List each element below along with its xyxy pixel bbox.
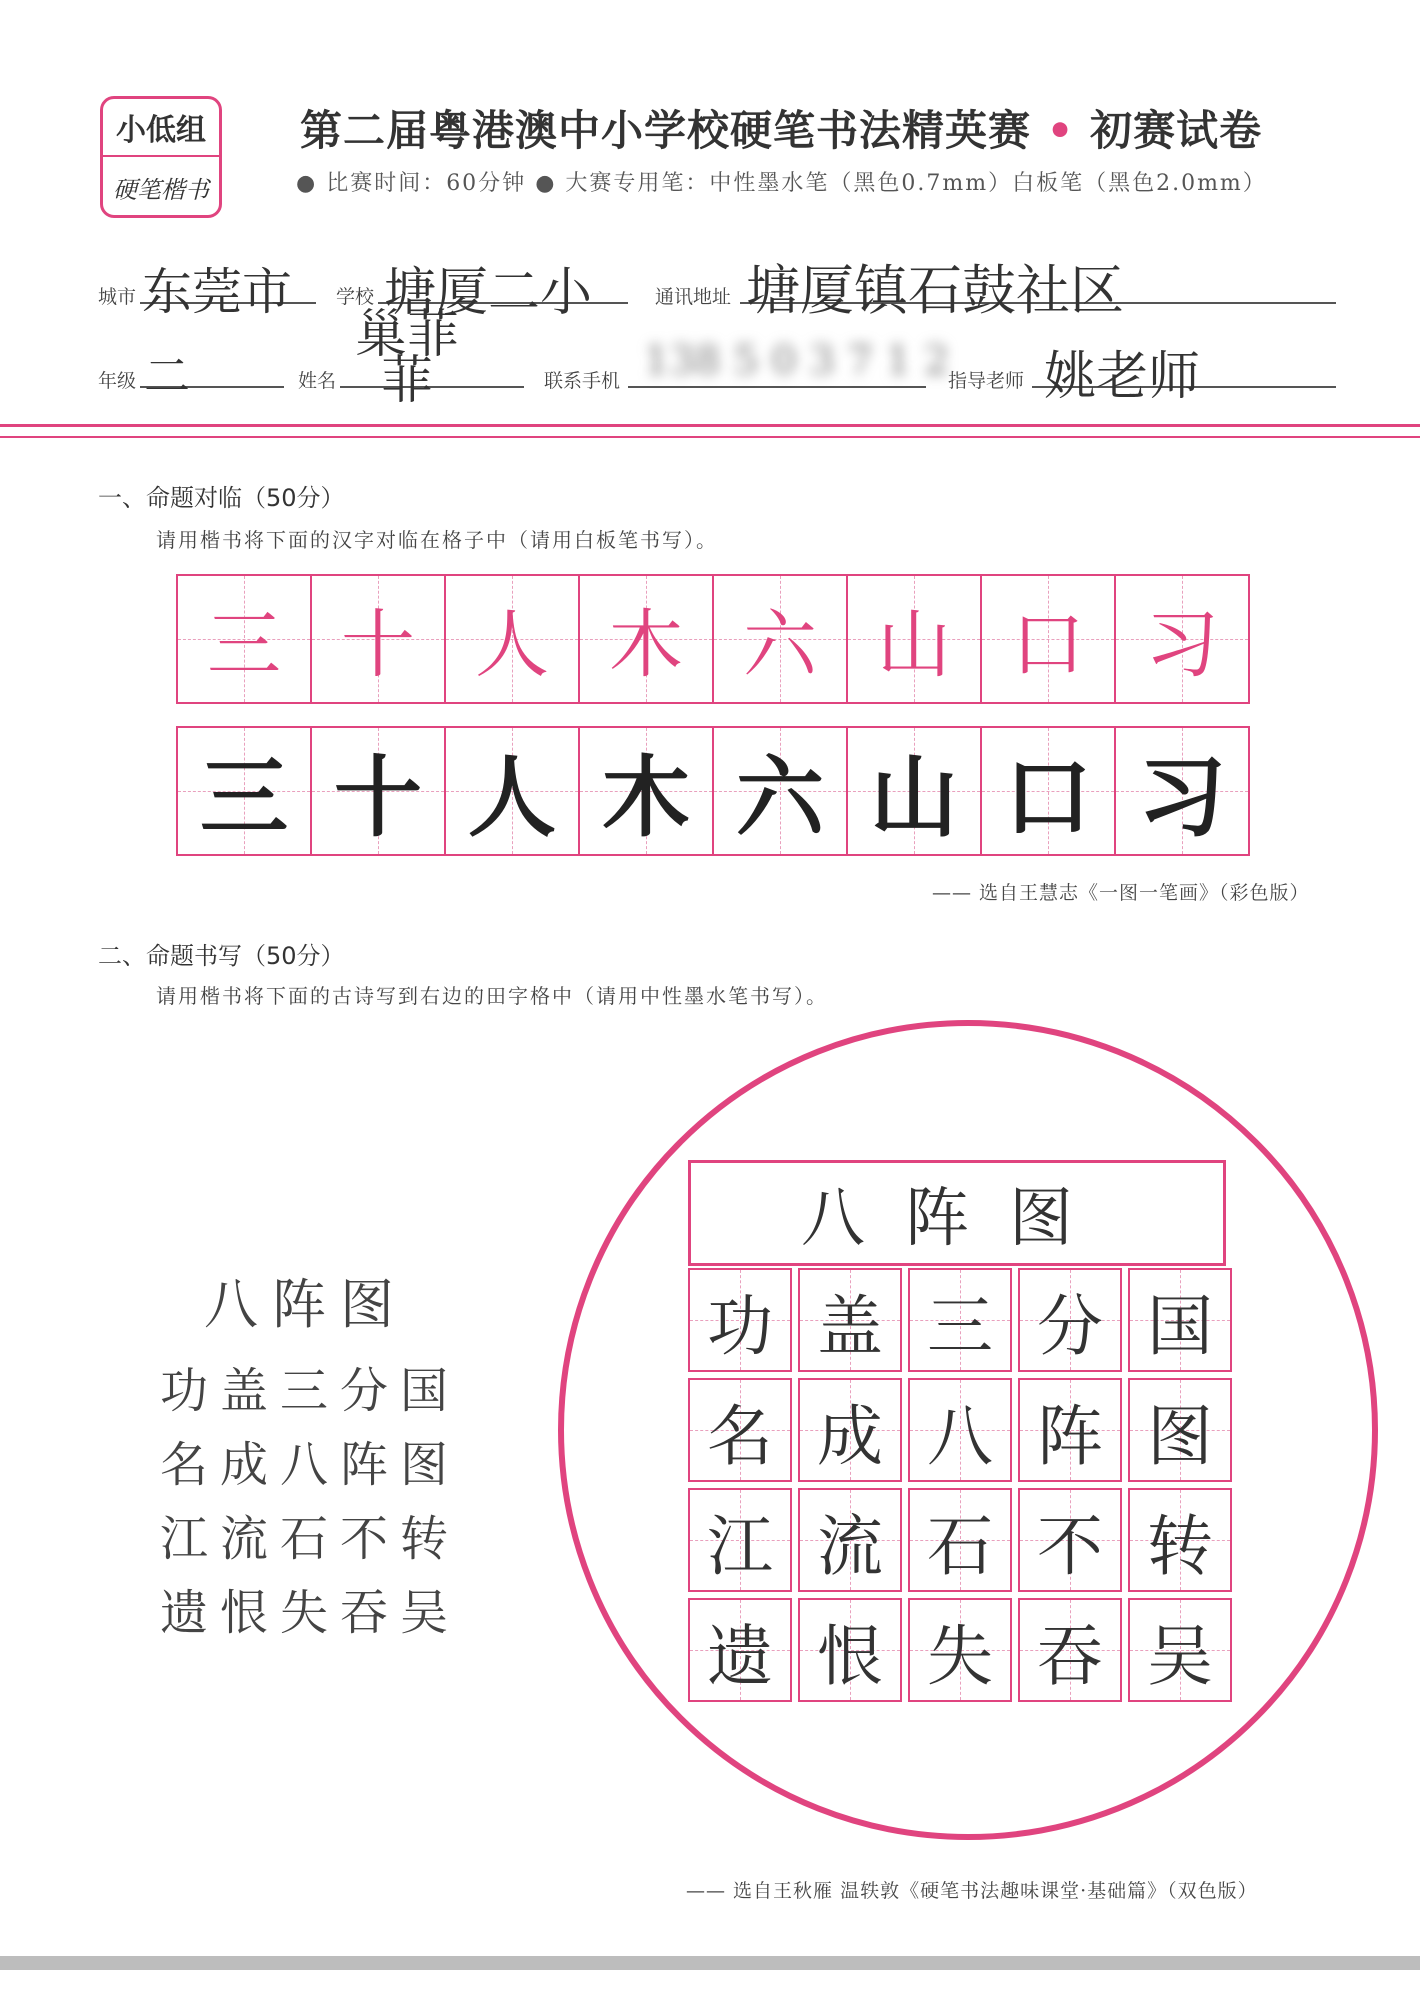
poem-line: 遗恨失吞吴 [160,1585,461,1641]
copy-cell[interactable]: 六 [714,726,848,856]
written-title-box[interactable] [688,1160,1226,1266]
name-value[interactable]: 巢菲菲 [354,305,459,411]
section1-instruction: 请用楷书将下面的汉字对临在格子中（请用白板笔书写）。 [156,528,718,552]
teacher-label: 指导老师 [948,370,1025,392]
section1-title: 一、命题对临（50分） [98,484,345,512]
city-label: 城市 [98,286,137,308]
model-cell: 山 [848,574,982,704]
grade-label: 年级 [98,370,137,392]
model-grid [176,574,1250,704]
time-info: ● 比赛时间：60分钟 [296,171,527,196]
grid-cell[interactable]: 国 [1128,1268,1232,1372]
phone-label: 联系手机 [544,370,621,392]
grid-cell[interactable]: 分 [1018,1268,1122,1372]
model-cell: 十 [312,574,446,704]
divider-bottom [0,436,1420,438]
model-cell: 六 [714,574,848,704]
grid-cell[interactable]: 图 [1128,1378,1232,1482]
grid-cell[interactable]: 不 [1018,1488,1122,1592]
model-cell: 人 [446,574,580,704]
grid-cell[interactable]: 石 [908,1488,1012,1592]
school-value[interactable]: 塘厦二小 [384,263,593,323]
section2-title: 二、命题书写（50分） [98,942,345,970]
teacher-value[interactable]: 姚老师 [1044,347,1201,407]
school-label: 学校 [336,286,375,308]
section2-instruction: 请用楷书将下面的古诗写到右边的田字格中（请用中性墨水笔书写）。 [156,984,828,1008]
pen-info: ● 大赛专用笔：中性墨水笔（黑色0.7mm）白板笔（黑色2.0mm） [535,171,1267,196]
title-main: 第二届粤港澳中小学校硬笔书法精英赛 [300,106,1032,155]
grid-cell[interactable]: 功 [688,1268,792,1372]
group-badge [100,96,222,218]
exam-title [300,98,1262,158]
grade-value[interactable]: 二 [144,349,190,403]
badge-category: 硬笔楷书 [113,175,209,204]
grid-cell[interactable]: 名 [688,1378,792,1482]
copy-cell[interactable]: 十 [312,726,446,856]
grid-cell[interactable]: 失 [908,1598,1012,1702]
address-label: 通讯地址 [655,286,732,308]
grid-cell[interactable]: 吴 [1128,1598,1232,1702]
grid-cell[interactable]: 成 [798,1378,902,1482]
copy-cell[interactable]: 人 [446,726,580,856]
bottom-bar [0,1956,1420,1970]
title-stage: 初赛试卷 [1090,106,1263,155]
grid-cell[interactable]: 盖 [798,1268,902,1372]
copy-cell[interactable]: 口 [982,726,1116,856]
title-dot: • [1046,106,1075,155]
section1-credit: —— 选自王慧志《一图一笔画》（彩色版） [932,882,1310,904]
grid-cell[interactable]: 恨 [798,1598,902,1702]
model-cell: 口 [982,574,1116,704]
address-value[interactable]: 塘厦镇石鼓社区 [746,259,1124,322]
grid-cell[interactable]: 江 [688,1488,792,1592]
written-title: 八阵图 [801,1182,1113,1256]
phone-line [628,386,926,388]
poem-title: 八阵图 [204,1273,408,1336]
divider-top [0,424,1420,427]
exam-subtitle [296,166,1267,197]
name-label: 姓名 [298,370,337,392]
city-value[interactable]: 东莞市 [142,263,292,321]
grid-cell[interactable]: 遗 [688,1598,792,1702]
copy-cell[interactable]: 木 [580,726,714,856]
grid-cell[interactable]: 吞 [1018,1598,1122,1702]
grid-cell[interactable]: 阵 [1018,1378,1122,1482]
section2-credit: —— 选自王秋雁 温轶敦《硬笔书法趣味课堂·基础篇》（双色版） [686,1880,1258,1902]
copy-grid[interactable] [176,726,1250,856]
copy-cell[interactable]: 三 [178,726,312,856]
grid-cell[interactable]: 转 [1128,1488,1232,1592]
model-cell: 三 [178,574,312,704]
grid-cell[interactable]: 三 [908,1268,1012,1372]
poem-line: 江流石不转 [160,1511,461,1567]
copy-cell[interactable]: 山 [848,726,982,856]
model-cell: 木 [580,574,714,704]
poem-line: 功盖三分国 [160,1363,461,1419]
copy-cell[interactable]: 习 [1116,726,1250,856]
model-cell: 习 [1116,574,1250,704]
badge-group: 小低组 [103,99,219,157]
poem-line: 名成八阵图 [160,1437,461,1493]
poem-writing-grid[interactable] [688,1268,1232,1702]
grid-cell[interactable]: 八 [908,1378,1012,1482]
grid-cell[interactable]: 流 [798,1488,902,1592]
phone-value-blurred[interactable]: 138 5 0 3 7 1 2 [644,338,950,384]
